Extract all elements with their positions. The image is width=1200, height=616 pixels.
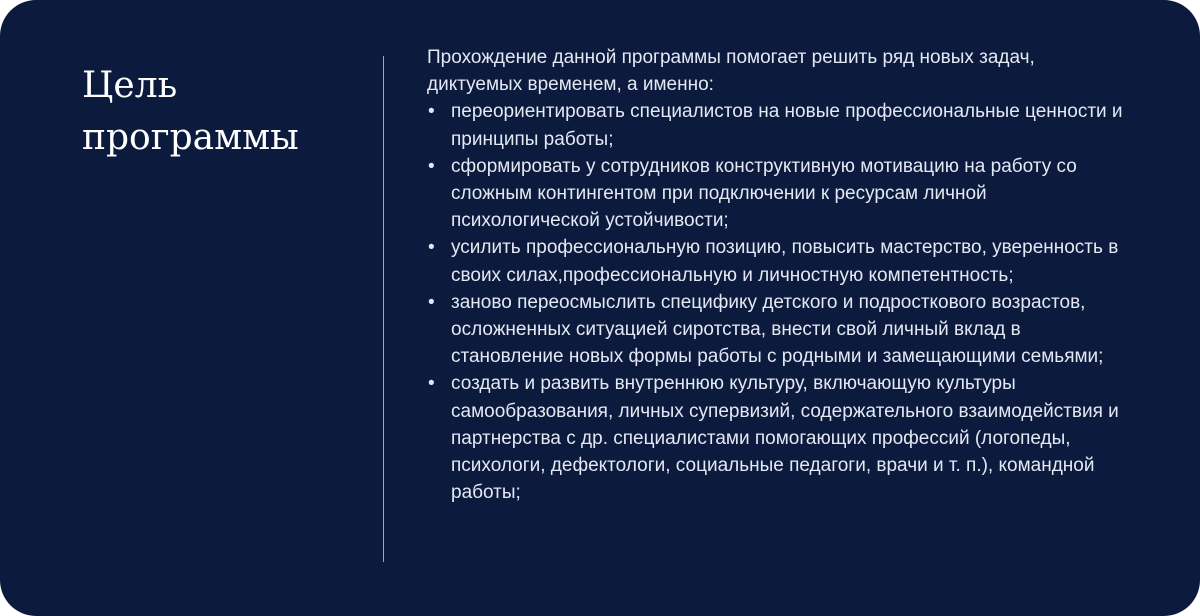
list-item: [427, 98, 1127, 152]
list-item: [427, 153, 1127, 235]
list-item: [427, 370, 1127, 506]
goal-list: [427, 98, 1127, 506]
list-item: [427, 289, 1127, 371]
list-item-text: усилить профессиональную позицию, повысить мастерство, уверенность в своих силах,профессиональную и личностную компетентность;: [451, 237, 1119, 286]
list-item-text: переориентировать специалистов на новые профессиональные ценности и принципы работы;: [451, 101, 1123, 150]
list-item-text: заново переосмыслить специфику детского и подросткового возрастов, осложненных ситуацией сиротства, внести свой личный вклад в становление новых формы работы с родными и замещающими семьями;: [451, 291, 1104, 368]
vertical-divider: [383, 56, 384, 562]
list-item-text: сформировать у сотрудников конструктивную мотивацию на работу со сложным контингентом при подключении к ресурсам личной психологической устойчивости;: [451, 155, 1077, 232]
goal-description: [427, 44, 1127, 506]
list-item-text: создать и развить внутреннюю культуру, включающую культуры самообразования, личных супервизий, содержательного взаимодействия и партнерства с др. специалистами помогающих профессий (логопеды, психологи, дефектологи, социальные педагоги, врачи и т. п.), командной работы;: [451, 373, 1119, 504]
intro-text: Прохождение данной программы помогает решить ряд новых задач, диктуемых временем, а именно:: [427, 47, 1035, 96]
section-title: Цель программы: [82, 65, 299, 158]
list-item: [427, 234, 1127, 288]
